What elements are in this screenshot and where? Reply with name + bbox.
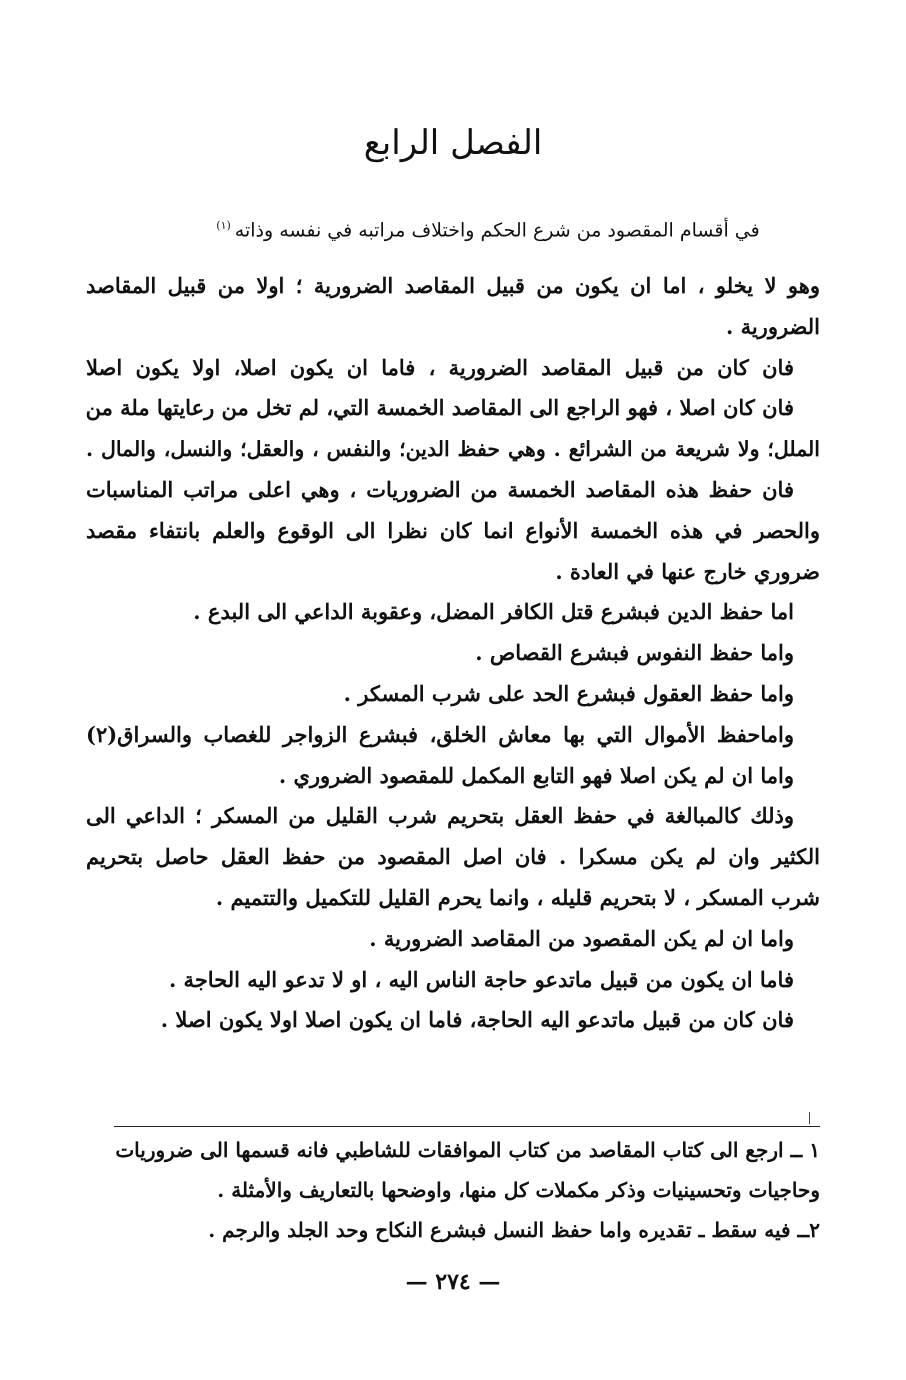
footnotes: [86, 1130, 820, 1250]
footnote-line: ٢ــ فيه سقط ـ تقديره واما حفظ النسل فبشرع النكاح وحد الجلد والرجم .: [208, 1218, 820, 1242]
body-line: الملل؛ ولا شريعة من الشرائع . وهي حفظ الدين؛ والنفس ، والعقل؛ والنسل، والمال .: [86, 437, 820, 462]
chapter-subtitle: [180, 206, 796, 250]
subtitle-text: في أقسام المقصود من شرع الحكم واختلاف مراتبه في نفسه وذاته: [234, 219, 760, 242]
body-line: فان كان من قبيل المقاصد الضرورية ، فاما ان يكون اصلا، اولا يكون اصلا: [86, 354, 794, 380]
footnote-line: ١ ــ ارجع الى كتاب المقاصد من كتاب الموافقات للشاطبي فانه قسمها الى ضروريات: [115, 1138, 820, 1162]
chapter-title: الفصل الرابع: [363, 123, 543, 163]
body-line: واما ان لم يكن اصلا فهو التابع المكمل للمقصود الضروري .: [278, 762, 794, 788]
body-line: فان كان من قبيل ماتدعو اليه الحاجة، فاما ان يكون اصلا اولا يكون اصلا .: [160, 1007, 794, 1033]
body-text: [86, 266, 820, 1041]
body-line: فان كان اصلا ، فهو الراجع الى المقاصد الخمسة التي، لم تخل من رعايتها ملة من: [85, 395, 794, 421]
body-line: الضرورية .: [725, 313, 820, 339]
body-line: واما حفظ العقول فبشرع الحد على شرب المسكر .: [343, 680, 794, 706]
footnote-divider: [114, 1126, 820, 1127]
body-line: واما حفظ النفوس فبشرع القصاص .: [475, 640, 794, 666]
body-line: وهو لا يخلو ، اما ان يكون من قبيل المقاصد الضرورية ؛ اولا من قبيل المقاصد: [86, 273, 820, 298]
body-line: فاما ان يكون من قبيل ماتدعو حاجة الناس اليه ، او لا تدعو اليه الحاجة .: [168, 966, 794, 992]
body-line: فان حفظ هذه المقاصد الخمسة من الضروريات ، وهي اعلى مراتب المناسبات: [86, 476, 794, 502]
body-line: والحصر في هذه الخمسة الأنواع انما كان نظرا الى الوقوع والعلم بانتفاء مقصد: [86, 517, 820, 543]
footnote-line: وحاجيات وتحسينيات وذكر مكملات كل منها، واوضحها بالتعاريف والأمثلة .: [217, 1178, 820, 1202]
body-line: ضروري خارج عنها في العادة .: [555, 558, 820, 584]
body-line: واما ان لم يكن المقصود من المقاصد الضرورية .: [369, 925, 794, 951]
body-line: شرب المسكر ، لا بتحريم قليله ، وانما يحرم القليل للتكميل والتتميم .: [215, 884, 820, 910]
body-line: واماحفظ الأموال التي بها معاش الخلق، فبشرع الزواجر للغصاب والسراق(٢): [86, 721, 794, 747]
body-line: اما حفظ الدين فبشرع قتل الكافر المضل، وعقوبة الداعي الى البدع .: [193, 599, 794, 625]
page-number: — ٢٧٤ —: [405, 1269, 501, 1295]
margin-mark: [809, 1112, 810, 1124]
body-line: الكثير وان لم يكن مسكرا . فان اصل المقصود من حفظ العقل حاصل بتحريم: [86, 844, 820, 870]
body-line: وذلك كالمبالغة في حفظ العقل بتحريم شرب القليل من المسكر ؛ الداعي الى: [86, 803, 794, 829]
subtitle-footnote-ref: (١): [216, 219, 231, 232]
